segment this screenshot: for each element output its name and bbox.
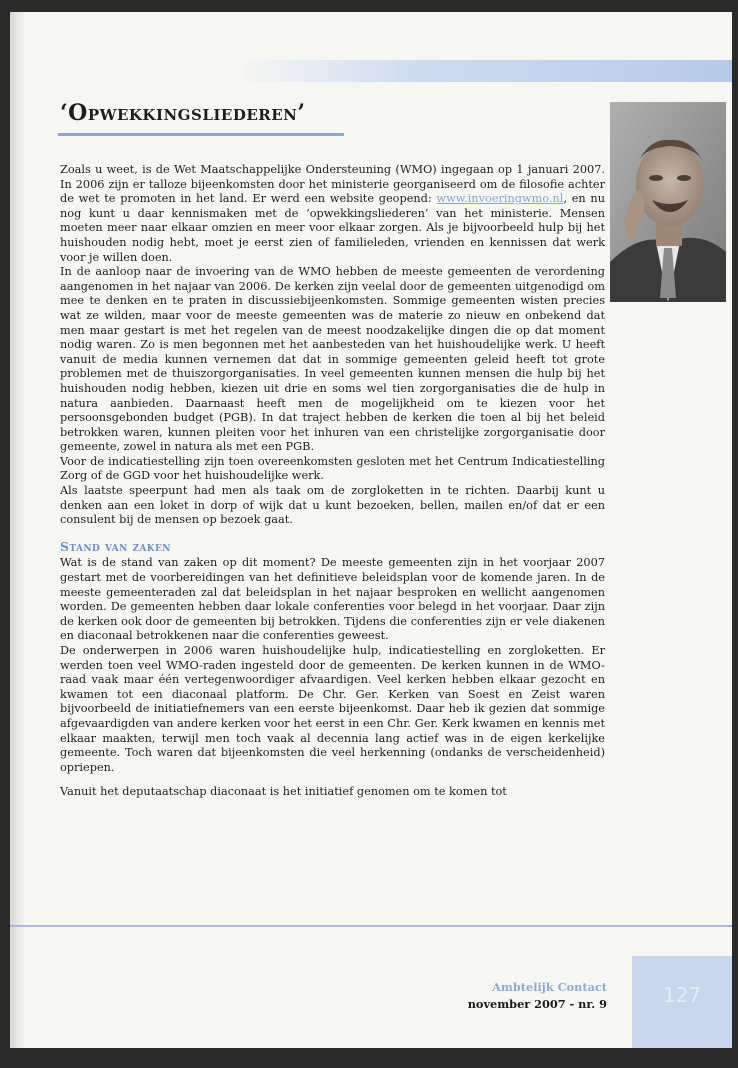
website-link[interactable]: www.invoeringwmo.nl bbox=[436, 192, 564, 206]
section-paragraph-2: De onderwerpen in 2006 waren huishoudelijke hulp, indicatiestelling en zorgloketten. Er werden toen veel WMO-raden ingesteld door de gemeenten. De kerken kunnen in de WMO-raad vaak maar één vertegenwoordiger afvaardigen. Veel kerken hebben elkaar gezocht en kwamen tot een diaconaal platform. De Chr. Ger. Kerken van Soest en Zeist waren bijvoorbeeld de initiatiefnemers van een eerste bijeenkomst. Daar heb ik gezien dat sommige afgevaardigden van andere kerken voor het eerst in een Chr. Ger. Kerk kwamen en kennis met elkaar maakten, terwijl men toch vaak al decennia lang actief was in de eigen kerkelijke gemeente. Toch waren dat bijeenkomsten die veel herkenning (ondanks de verscheidenheid) opriepen. bbox=[60, 644, 605, 774]
magazine-page bbox=[10, 12, 732, 1048]
author-portrait-illustration bbox=[610, 102, 726, 302]
header-color-band bbox=[240, 60, 732, 82]
article-body bbox=[60, 163, 605, 800]
intro-text-after-link: , en nu nog kunt u daar kennismaken met de ‘opwekkingsliederen’ van het ministerie. Mensen moeten meer naar elkaar omzien en meer voor elkaar zorgen. Als je bijvoorbeeld hulp bij het huishouden nodig hebt, moet je eerst zien of familieleden, vrienden en kennissen dat werk voor je willen doen. bbox=[60, 192, 605, 264]
author-photo bbox=[610, 102, 726, 302]
page-number: 127 bbox=[662, 983, 702, 1007]
intro-paragraph-1 bbox=[60, 163, 605, 265]
article-title: ‘Opwekkingsliederen’ bbox=[60, 100, 306, 126]
footer-rule bbox=[10, 925, 732, 927]
title-underline bbox=[58, 133, 344, 136]
footer-issue: november 2007 - nr. 9 bbox=[467, 997, 607, 1011]
intro-text-before-link: Zoals u weet, is de Wet Maatschappelijke Ondersteuning (WMO) ingegaan op 1 januari 2007. In 2006 zijn er talloze bijeenkomsten door het ministerie georganiseerd om de filosofie achter de wet te promoten in het land. Er werd een website geopend: bbox=[60, 163, 605, 206]
section-paragraph-1: Wat is de stand van zaken op dit moment? De meeste gemeenten zijn in het voorjaar 2007 gestart met de voorbereidingen van het definitieve beleidsplan voor de komende jaren. In de meeste gemeenteraden zal dat beleidsplan in het najaar besproken en wellicht aangenomen worden. De gemeenten hebben daar lokale conferenties voor belegd in het voorjaar. Daar zijn de kerken ook door de gemeenten bij betrokken. Tijdens die conferenties zijn er vele diakenen en diaconaal betrokkenen naar die conferenties geweest. bbox=[60, 556, 605, 643]
page-number-box bbox=[632, 956, 732, 1048]
footer-magazine-name: Ambtelijk Contact bbox=[492, 980, 607, 994]
intro-paragraph-4: Als laatste speerpunt had men als taak om de zorgloketten in te richten. Daarbij kunt u denken aan een loket in dorp of wijk dat u kunt bezoeken, bellen, mailen en/of dat er een consulent bij de mensen op bezoek gaat. bbox=[60, 484, 605, 527]
intro-paragraph-3: Voor de indicatiestelling zijn toen overeenkomsten gesloten met het Centrum Indicatiestelling Zorg of de GGD voor het huishoudelijke werk. bbox=[60, 454, 605, 483]
section-paragraph-3: Vanuit het deputaatschap diaconaat is het initiatief genomen om te komen tot bbox=[60, 785, 507, 799]
section-heading: Stand van zaken bbox=[60, 538, 171, 554]
intro-paragraph-2: In de aanloop naar de invoering van de WMO hebben de meeste gemeenten de verordening aangenomen in het najaar van 2006. De kerken zijn veelal door de gemeenten uitgenodigd om mee te denken en te praten in discussiebijeenkomsten. Sommige gemeenten wisten precies wat ze wilden, maar voor de meeste gemeenten was de materie zo nieuw en onbekend dat men maar gestart is met het regelen van de meest noodzakelijke dingen die op dat moment nodig waren. Zo is men begonnen met het aanbesteden van het huishoudelijke werk. U heeft vanuit de media kunnen vernemen dat dat in sommige gemeenten geleid heeft tot grote problemen met de thuiszorgorganisaties. In veel gemeenten kunnen mensen die hulp bij het huishouden nodig hebben, kiezen uit drie en soms wel tien zorgorganisaties die de hulp in natura aanbieden. Daarnaast heeft men de mogelijkheid om te kiezen voor het persoonsgebonden budget (PGB). In dat traject hebben de kerken die toen al bij het beleid betrokken waren, kunnen pleiten voor het inhuren van een christelijke zorgorganisatie door gemeente, zowel in natura als met een PGB. bbox=[60, 265, 605, 454]
page-binding-shadow bbox=[10, 12, 24, 1048]
